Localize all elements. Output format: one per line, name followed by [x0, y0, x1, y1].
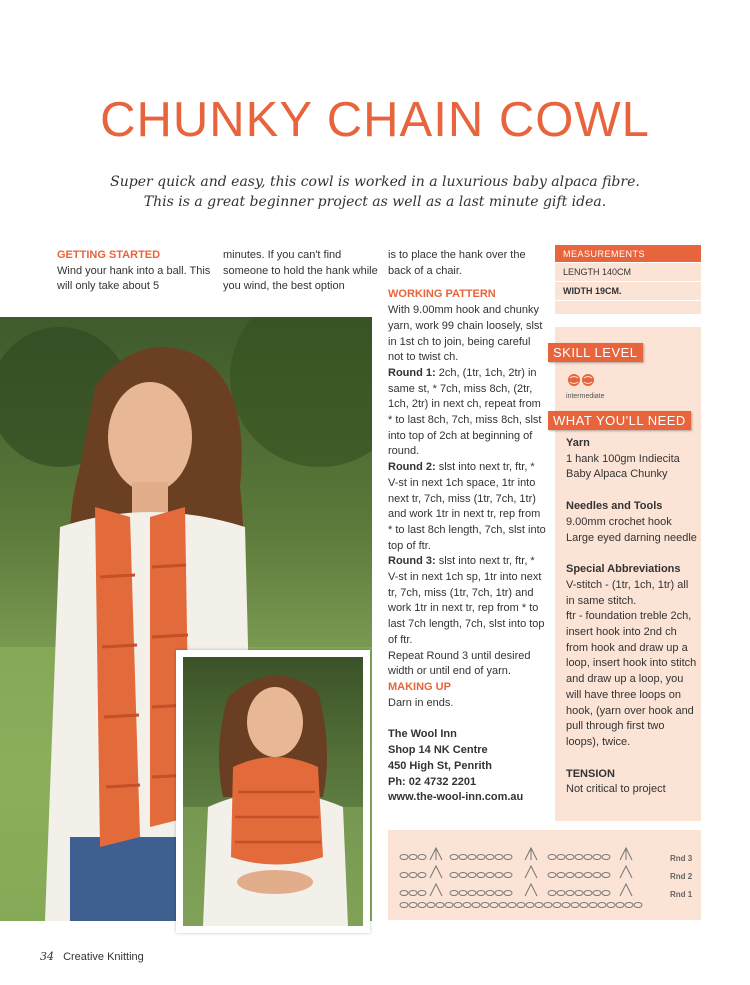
skill-level-icon-group	[566, 372, 605, 400]
round-1-text: 2ch, (1tr, 1ch, 2tr) in same st, * 7ch, miss 8ch, (2tr, 1ch, 2tr) in next ch, repeat from * to last 8ch, 7ch, miss 8ch, slst into top of 2ch at beginning of round.	[388, 366, 542, 458]
chart-row-3	[400, 848, 632, 860]
stockist-name: The Wool Inn	[388, 728, 457, 741]
chart-label-rnd1: Rnd 1	[670, 890, 693, 899]
column-2	[223, 248, 383, 295]
stockist-block	[388, 727, 546, 806]
working-pattern-intro: With 9.00mm hook and chunky yarn, work 99 chain loosely, slst in 1st ch to join, being careful not to twist ch.	[388, 304, 543, 364]
skill-level-text: intermediate	[566, 393, 605, 400]
tension-text: Not critical to project	[566, 783, 666, 796]
page-footer	[40, 950, 144, 963]
requirements-list	[566, 436, 698, 798]
model-photo-small-image	[183, 657, 363, 926]
stockist-phone: Ph: 02 4732 2201	[388, 775, 477, 788]
measurement-width: WIDTH 19CM.	[555, 282, 701, 300]
chart-row-0	[400, 903, 642, 908]
intro-line-1: Super quick and easy, this cowl is worked in a luxurious baby alpaca fibre.	[110, 174, 640, 190]
round-3-label: Round 3:	[388, 555, 436, 568]
skill-level-heading: SKILL LEVEL	[548, 343, 643, 362]
intro-line-2: This is a great beginner project as well as a last minute gift idea.	[143, 194, 607, 210]
page-title: CHUNKY CHAIN COWL	[100, 93, 650, 147]
round-3	[388, 554, 546, 648]
page-number: 34	[40, 950, 54, 963]
round-1-label: Round 1:	[388, 366, 436, 379]
tools-item-1: 9.00mm crochet hook	[566, 515, 672, 528]
measurement-length: LENGTH 140CM	[555, 263, 701, 281]
yarn-heading: Yarn	[566, 437, 590, 449]
working-pattern-heading: WORKING PATTERN	[388, 288, 496, 301]
crochet-chart	[388, 830, 701, 920]
abbreviations-heading: Special Abbreviations	[566, 563, 681, 576]
yarn-ball-icon	[566, 372, 596, 388]
model-illustration-small	[183, 657, 363, 926]
stockist-shop: Shop 14 NK Centre	[388, 744, 488, 757]
round-2-text: slst into next tr, ftr, * V-st in next 1ch space, 1tr into next tr, 7ch, miss (1tr, 7ch, 1tr) and work 1tr in next tr, rep from * to last 8ch length, 7ch, slst into top of ftr.	[388, 461, 546, 552]
abbreviation-2: ftr - foundation treble 2ch, insert hook into 2nd ch from hook and draw up a loop, insert hook into stitch and draw up a loop, you will have three loops on hook, (yarn over hook and pull through first two loops), twice.	[566, 610, 697, 748]
round-1	[388, 366, 546, 460]
getting-started-text-3: is to place the hank over the back of a chair.	[388, 249, 526, 277]
chart-row-2	[400, 866, 632, 878]
tension-heading: TENSION	[566, 767, 615, 780]
column-1	[57, 248, 217, 295]
round-3-text: slst into next tr, ftr, * V-st in next 1ch sp, 1tr into next tr, 7ch, miss (1tr, 7ch, 1tr) and work 1tr in next tr, rep from * to last 7ch length, 7ch, slst into top of ftr.	[388, 555, 545, 646]
what-youll-need-heading: WHAT YOU'LL NEED	[548, 411, 691, 430]
repeat-instruction: Repeat Round 3 until desired width or until end of yarn.	[388, 649, 531, 678]
stockist-web[interactable]: www.the-wool-inn.com.au	[388, 791, 524, 804]
round-2	[388, 460, 546, 554]
chart-label-rnd3: Rnd 3	[670, 854, 693, 863]
crochet-chart-diagram	[388, 830, 701, 920]
stockist-address: 450 High St, Penrith	[388, 759, 492, 772]
getting-started-text-1: Wind your hank into a ball. This will only take about 5	[57, 264, 211, 293]
chart-label-rnd2: Rnd 2	[670, 872, 693, 881]
getting-started-text-2: minutes. If you can't find someone to hold the hank while you wind, the best option	[223, 249, 378, 293]
model-photo-small	[176, 650, 370, 933]
tools-item-2: Large eyed darning needle	[566, 531, 697, 544]
abbreviation-1: V-stitch - (1tr, 1ch, 1tr) all in same stitch.	[566, 578, 689, 607]
yarn-text: 1 hank 100gm Indiecita Baby Alpaca Chunky	[566, 452, 680, 481]
round-2-label: Round 2:	[388, 461, 436, 474]
making-up-heading: MAKING UP	[388, 680, 451, 693]
magazine-name: Creative Knitting	[63, 951, 144, 963]
intro-text	[80, 172, 670, 212]
making-up-text: Darn in ends.	[388, 696, 454, 709]
tools-heading: Needles and Tools	[566, 500, 663, 513]
measurement-spacer	[555, 301, 701, 314]
measurements-heading: MEASUREMENTS	[555, 245, 701, 262]
column-3	[388, 248, 546, 806]
getting-started-heading: GETTING STARTED	[57, 249, 161, 261]
chart-row-1	[400, 884, 632, 896]
